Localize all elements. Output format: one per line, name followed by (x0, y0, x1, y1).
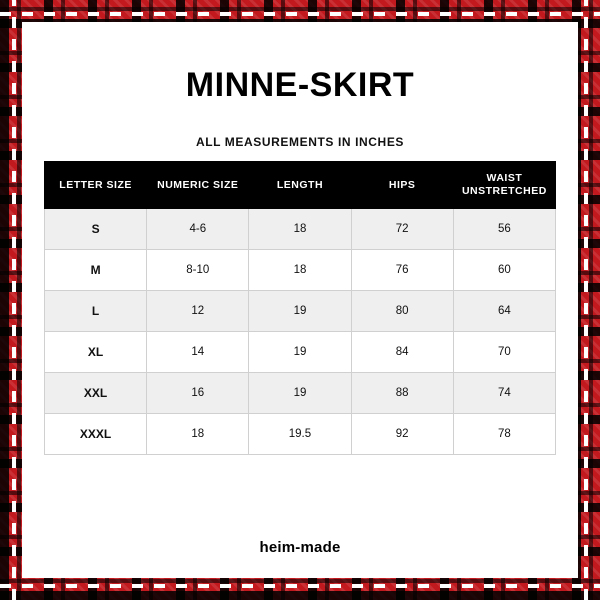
cell-waist-unstretched: 64 (453, 291, 555, 332)
cell-letter-size: L (45, 291, 147, 332)
size-chart-table (44, 161, 556, 455)
cell-length: 19 (249, 373, 351, 414)
cell-letter-size: XXL (45, 373, 147, 414)
plaid-dash-bottom (0, 584, 600, 588)
cell-waist-unstretched: 56 (453, 209, 555, 250)
table-row (45, 373, 556, 414)
cell-hips: 84 (351, 332, 453, 373)
table-header-row (45, 162, 556, 209)
table-row (45, 209, 556, 250)
brand-wordmark: heim-made (259, 539, 341, 556)
measurement-units-note: ALL MEASUREMENTS IN INCHES (195, 135, 405, 149)
column-header-length: LENGTH (249, 162, 351, 209)
table-row (45, 414, 556, 455)
table-row (45, 332, 556, 373)
plaid-dash-left (12, 0, 16, 600)
cell-numeric-size: 8-10 (147, 250, 249, 291)
page-title: MINNE-SKIRT (185, 66, 415, 104)
column-header-hips: HIPS (351, 162, 453, 209)
cell-length: 19.5 (249, 414, 351, 455)
plaid-dash-right (584, 0, 588, 600)
cell-numeric-size: 18 (147, 414, 249, 455)
cell-letter-size: XXXL (45, 414, 147, 455)
cell-waist-unstretched: 74 (453, 373, 555, 414)
content-card (22, 22, 578, 578)
column-header-letter-size: LETTER SIZE (45, 162, 147, 209)
table-row (45, 291, 556, 332)
column-header-numeric-size: NUMERIC SIZE (147, 162, 249, 209)
cell-numeric-size: 16 (147, 373, 249, 414)
cell-letter-size: XL (45, 332, 147, 373)
cell-hips: 92 (351, 414, 453, 455)
column-header-waist-unstretched: WAIST UNSTRETCHED (453, 162, 555, 209)
cell-numeric-size: 14 (147, 332, 249, 373)
cell-length: 18 (249, 209, 351, 250)
cell-waist-unstretched: 70 (453, 332, 555, 373)
cell-hips: 76 (351, 250, 453, 291)
cell-waist-unstretched: 60 (453, 250, 555, 291)
plaid-dash-top (0, 12, 600, 16)
cell-waist-unstretched: 78 (453, 414, 555, 455)
cell-numeric-size: 12 (147, 291, 249, 332)
cell-length: 19 (249, 291, 351, 332)
cell-numeric-size: 4-6 (147, 209, 249, 250)
cell-length: 18 (249, 250, 351, 291)
cell-hips: 88 (351, 373, 453, 414)
cell-hips: 72 (351, 209, 453, 250)
cell-letter-size: M (45, 250, 147, 291)
table-row (45, 250, 556, 291)
cell-hips: 80 (351, 291, 453, 332)
cell-letter-size: S (45, 209, 147, 250)
cell-length: 19 (249, 332, 351, 373)
